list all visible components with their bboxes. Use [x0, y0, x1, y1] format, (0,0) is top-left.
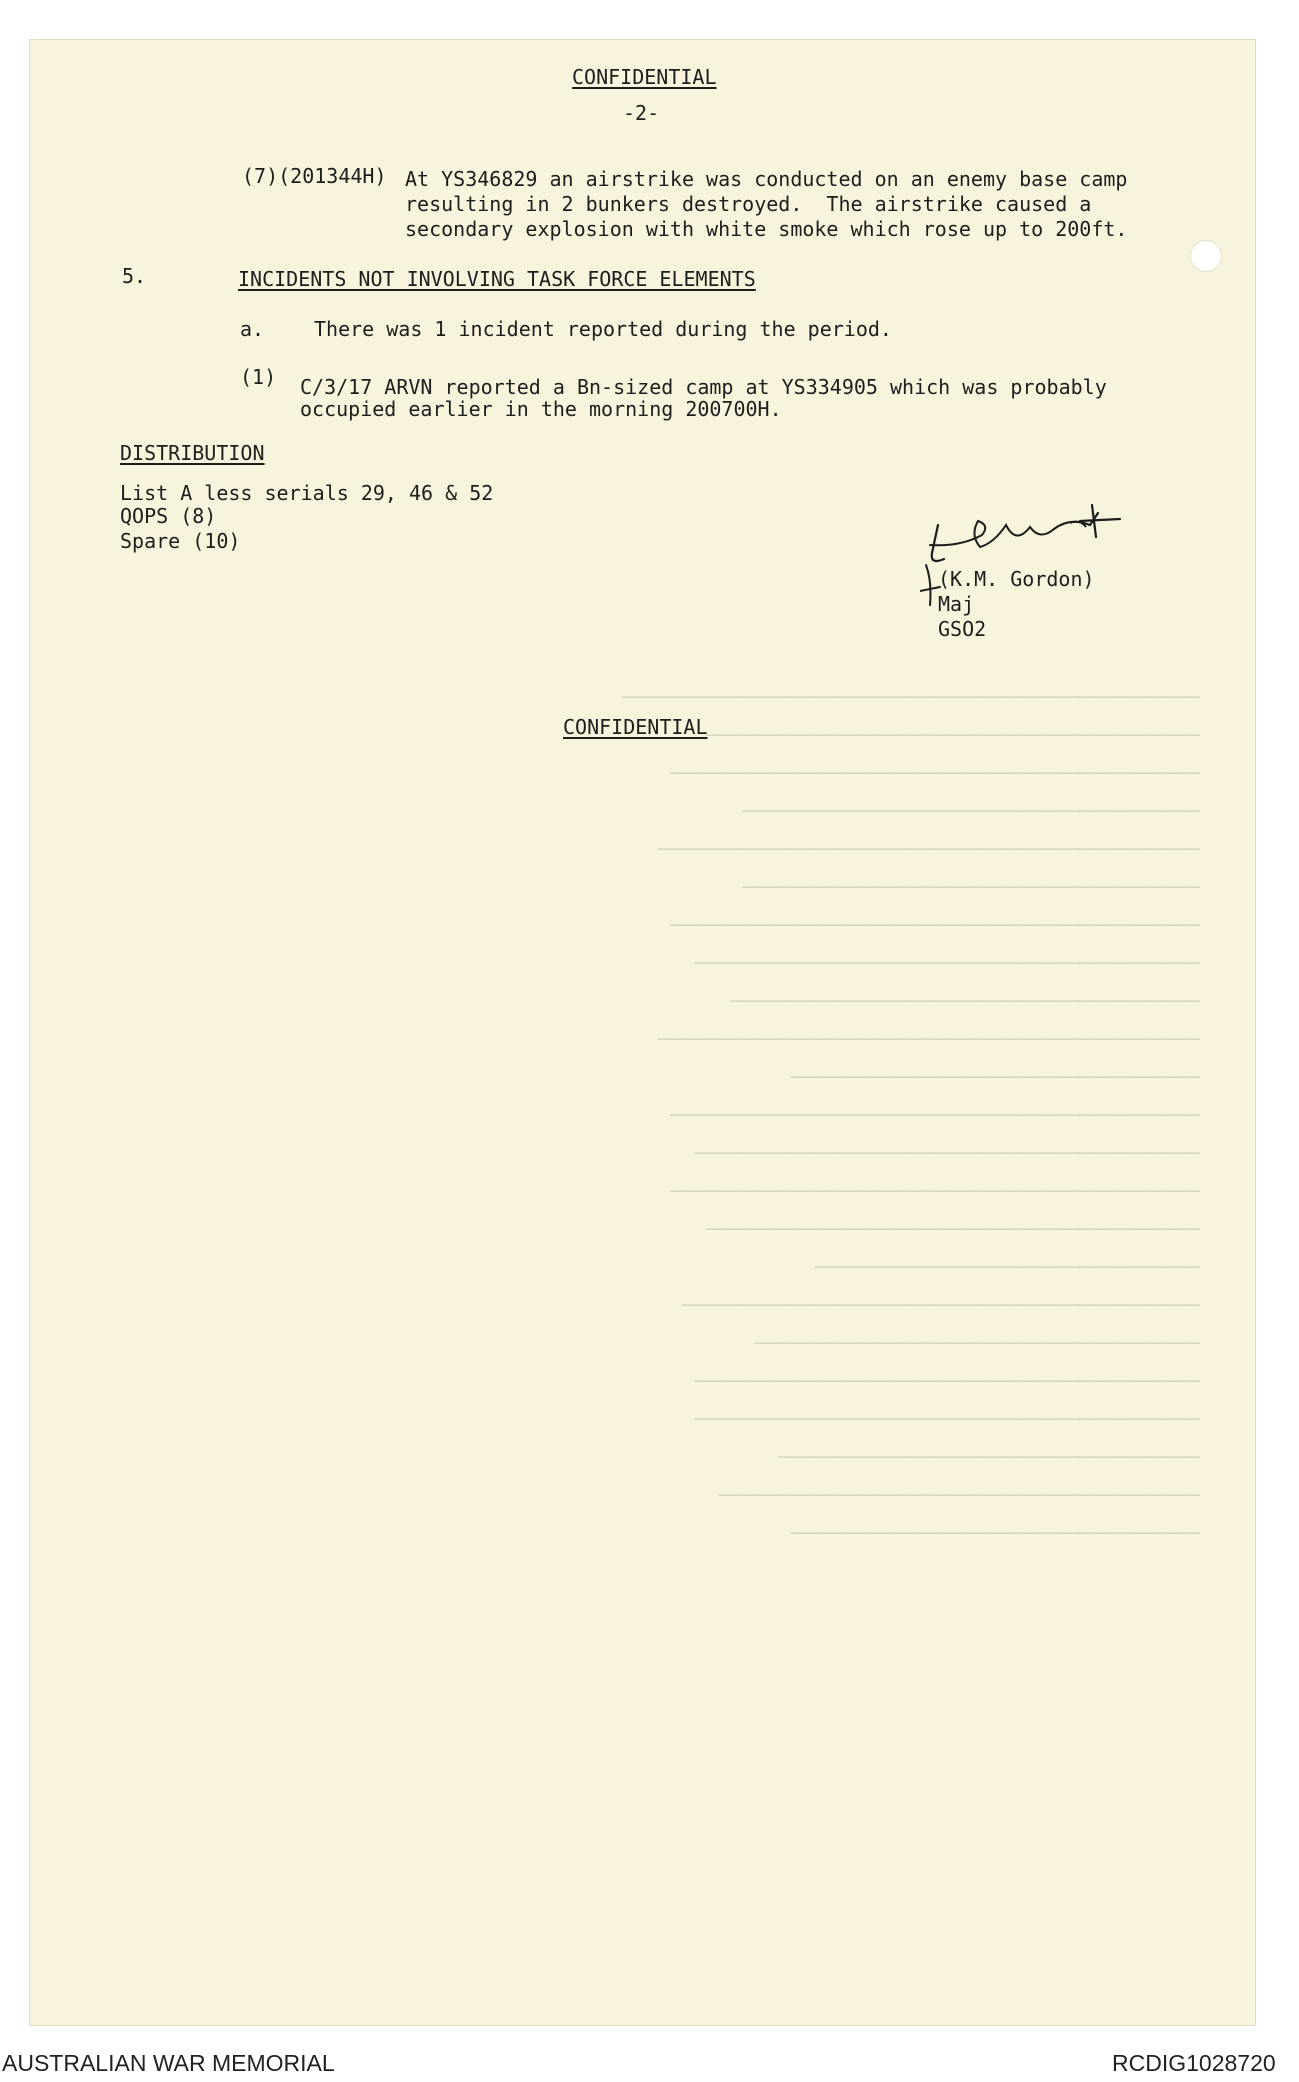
- footer-classification: CONFIDENTIAL: [563, 715, 708, 739]
- bleed-through-text: ──────────────────────────────────────────────── ───────────────────────────────────────── ──────────────────────────────────────────── ────────────────────────────────────── ───────────────────────────────────────────── ────────────────────────────────────── ──────────────────────────────────────────── ────────────────────────────────────────── ─────────────────────────────────────── ───────────────────────────────────────────── ────────────────────────────────── ──────────────────────────────────────────── ────────────────────────────────────────── ──────────────────────────────────────────── ───────────────────────────────────────── ──────────────────────────────── ─────────────────────────────────────────── ───────────────────────────────────── ────────────────────────────────────────── ────────────────────────────────────────── ─────────────────────────────────── ──────────────────────────────────────── ──────────────────────────────────: [622, 685, 1200, 1545]
- item1-line-2: occupied earlier in the morning 200700H.: [300, 397, 782, 421]
- punch-hole: [1190, 240, 1222, 272]
- para-a-label: a.: [240, 317, 265, 341]
- item7-line-1: At YS346829 an airstrike was conducted on an enemy base camp: [405, 167, 1128, 191]
- archive-footer-right: RCDIG1028720: [1112, 2050, 1276, 2076]
- section5-number: 5.: [122, 264, 147, 288]
- para-a-text: There was 1 incident reported during the period.: [314, 317, 892, 341]
- item1-line-1: C/3/17 ARVN reported a Bn-sized camp at YS334905 which was probably: [300, 375, 1107, 399]
- item7-line-2: resulting in 2 bunkers destroyed. The airstrike caused a: [405, 192, 1092, 216]
- signatory-name: (K.M. Gordon): [938, 567, 1095, 591]
- item7-ref: (7)(201344H): [242, 164, 387, 188]
- signatory-appointment: GSO2: [938, 617, 987, 641]
- section5-heading: INCIDENTS NOT INVOLVING TASK FORCE ELEMENTS: [238, 267, 756, 291]
- distribution-line-2: QOPS (8): [120, 504, 217, 528]
- page-number: -2-: [623, 101, 660, 125]
- item7-line-3: secondary explosion with white smoke which rose up to 200ft.: [405, 217, 1128, 241]
- distribution-line-1: List A less serials 29, 46 & 52: [120, 481, 494, 505]
- distribution-heading: DISTRIBUTION: [120, 441, 265, 465]
- signatory-rank: Maj: [938, 592, 975, 616]
- header-classification: CONFIDENTIAL: [572, 65, 717, 89]
- archive-footer-left: AUSTRALIAN WAR MEMORIAL: [2, 2050, 335, 2076]
- distribution-line-3: Spare (10): [120, 529, 241, 553]
- item1-ref: (1): [240, 365, 277, 389]
